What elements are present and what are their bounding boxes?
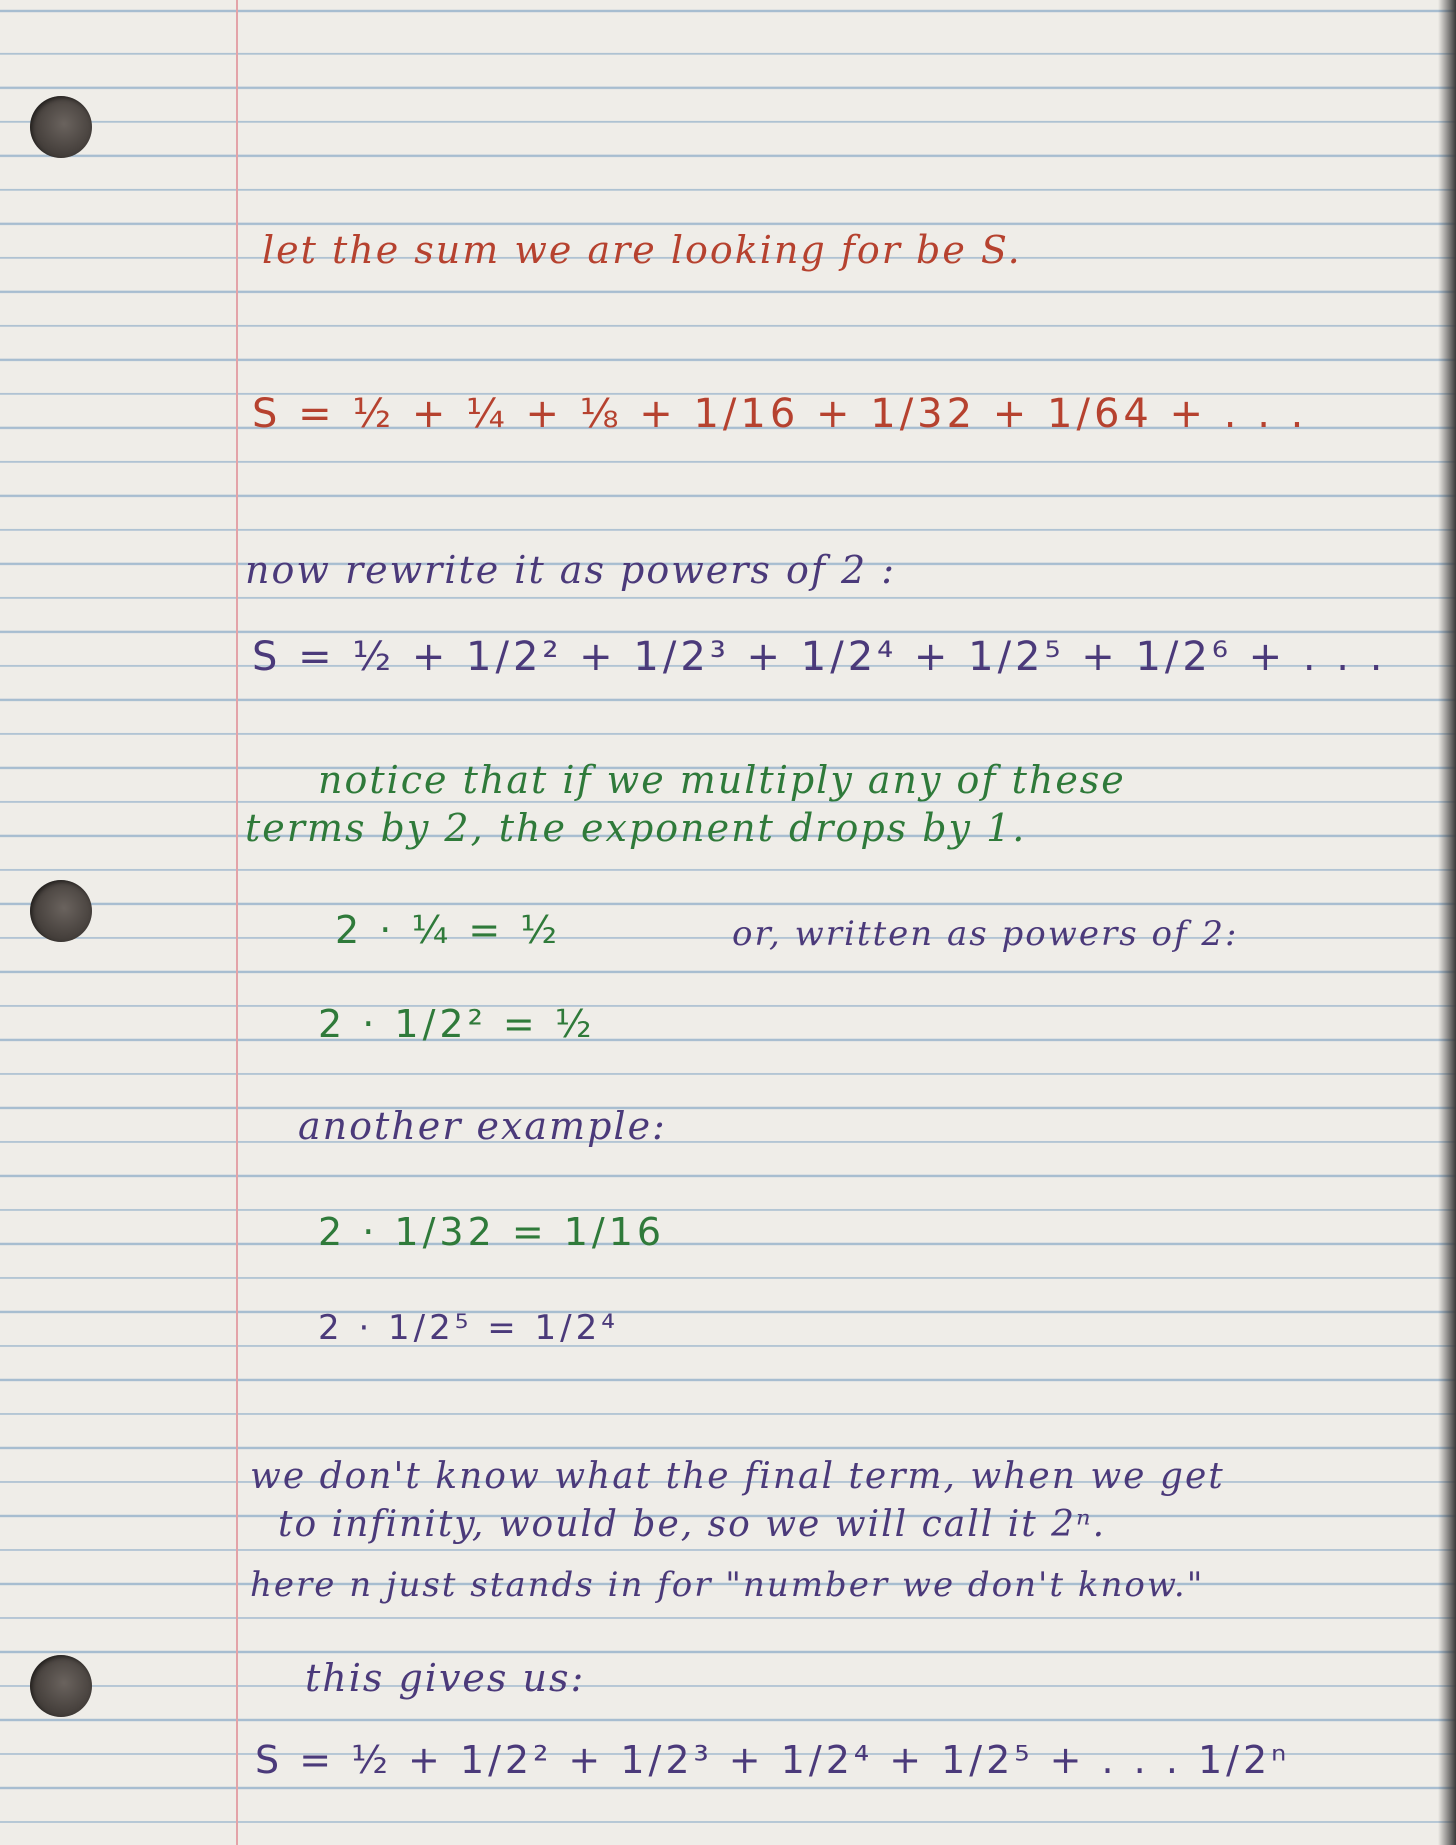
- margin-line: [236, 0, 238, 1845]
- handwritten-line-4: S = ½ + 1/2² + 1/2³ + 1/2⁴ + 1/2⁵ + 1/2⁶ + . . .: [252, 634, 1387, 680]
- handwritten-line-13: to infinity, would be, so we will call it 2ⁿ.: [278, 1504, 1107, 1545]
- handwritten-line-14: here n just stands in for "number we don't know.": [250, 1565, 1205, 1605]
- handwritten-line-2: S = ½ + ¼ + ⅛ + 1/16 + 1/32 + 1/64 + . . .: [252, 391, 1308, 437]
- handwritten-line-7a: 2 · ¼ = ½: [335, 908, 562, 952]
- handwritten-line-7b: or, written as powers of 2:: [732, 914, 1239, 954]
- handwritten-line-15: this gives us:: [305, 1656, 586, 1700]
- handwritten-line-6: terms by 2, the exponent drops by 1.: [245, 806, 1027, 850]
- binder-hole-bottom: [30, 1655, 92, 1717]
- handwritten-line-1: let the sum we are looking for be S.: [262, 228, 1022, 272]
- handwritten-line-8: 2 · 1/2² = ½: [318, 1002, 596, 1046]
- handwritten-line-16: S = ½ + 1/2² + 1/2³ + 1/2⁴ + 1/2⁵ + . . . 1/2ⁿ: [255, 1738, 1291, 1782]
- handwritten-line-12: we don't know what the final term, when we get: [250, 1456, 1225, 1497]
- binder-hole-middle: [30, 880, 92, 942]
- handwritten-line-9: another example:: [298, 1104, 667, 1148]
- handwritten-line-3: now rewrite it as powers of 2 :: [245, 548, 897, 592]
- handwritten-line-11: 2 · 1/2⁵ = 1/2⁴: [318, 1308, 619, 1348]
- handwritten-line-10: 2 · 1/32 = 1/16: [318, 1210, 666, 1254]
- binder-hole-top: [30, 96, 92, 158]
- page-edge-shadow: [1438, 0, 1456, 1845]
- handwritten-line-5: notice that if we multiply any of these: [318, 758, 1126, 802]
